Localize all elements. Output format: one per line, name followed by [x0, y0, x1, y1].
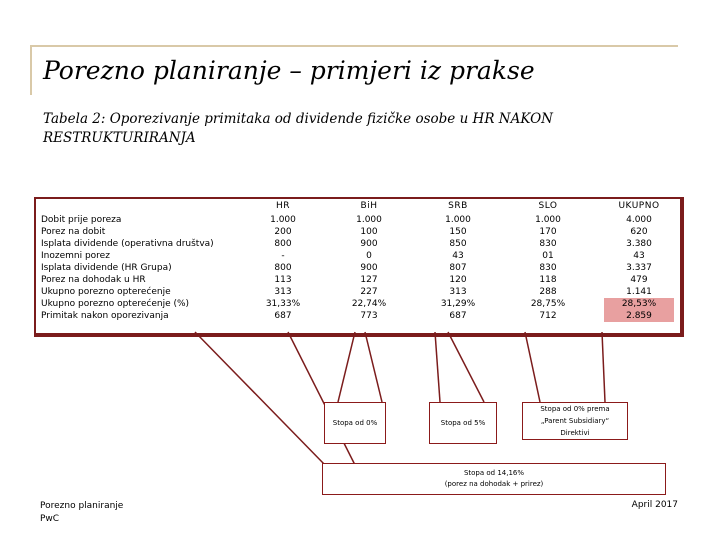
cell: 830 — [539, 239, 557, 249]
cell: 22,74% — [351, 299, 387, 309]
cell: 479 — [630, 275, 648, 285]
row-label: Ukupno porezno opterećenje (%) — [41, 299, 190, 309]
callout-srb — [429, 402, 497, 444]
cell: 830 — [539, 263, 557, 273]
column-header: SRB — [448, 201, 468, 211]
callout-hr-line2: (porez na dohodak + prirez) — [444, 480, 544, 488]
connector-srb-left — [435, 332, 440, 402]
cell: 43 — [452, 251, 464, 261]
connector-slo-right — [602, 332, 605, 402]
cell: 1.000 — [356, 215, 382, 225]
cell: 4.000 — [626, 215, 652, 225]
cell: 800 — [274, 263, 292, 273]
cell: 1.141 — [626, 287, 652, 297]
cell: 01 — [542, 251, 554, 261]
row-label: Porez na dohodak u HR — [41, 275, 146, 285]
cell: 28,75% — [530, 299, 566, 309]
cell: 687 — [274, 311, 292, 321]
connector-hr-right — [288, 332, 355, 465]
cell: 313 — [274, 287, 292, 297]
cell: 0 — [366, 251, 372, 261]
cell: 1.000 — [535, 215, 561, 225]
cell: 850 — [449, 239, 467, 249]
connector-srb-right — [448, 332, 484, 402]
connector-bih-right — [365, 332, 382, 402]
cell: - — [281, 251, 285, 261]
footer-company: PwC — [40, 514, 60, 524]
callout-srb-text: Stopa od 5% — [440, 419, 486, 427]
cell: 773 — [360, 311, 378, 321]
connector-slo-left — [525, 332, 540, 402]
row-label: Isplata dividende (operativna društva) — [41, 239, 214, 249]
column-header: UKUPNO — [618, 201, 660, 211]
column-header: HR — [275, 201, 291, 211]
row-label: Inozemni porez — [41, 251, 110, 261]
footer-topic: Porezno planiranje — [40, 501, 124, 511]
column-header: SLO — [538, 201, 558, 211]
cell: 900 — [360, 239, 378, 249]
cell: 3.380 — [626, 239, 652, 249]
callout-slo — [522, 402, 628, 440]
cell: 150 — [449, 227, 467, 237]
cell: 127 — [360, 275, 378, 285]
column-header: BiH — [360, 201, 378, 211]
cell: 1.000 — [445, 215, 471, 225]
cell: 120 — [449, 275, 467, 285]
row-label: Isplata dividende (HR Grupa) — [41, 263, 172, 273]
row-label: Porez na dobit — [41, 227, 106, 237]
slide-title: Porezno planiranje – primjeri iz prakse — [43, 56, 535, 85]
row-label: Primitak nakon oporezivanja — [41, 311, 169, 321]
connector-bih-left — [338, 332, 355, 402]
cell: 620 — [630, 227, 648, 237]
cell: 31,33% — [265, 299, 301, 309]
cell: 100 — [360, 227, 378, 237]
cell: 900 — [360, 263, 378, 273]
callout-hr-line1: Stopa od 14,16% — [463, 469, 525, 477]
cell-highlighted: 28,53% — [604, 298, 674, 310]
cell: 170 — [539, 227, 557, 237]
cell: 800 — [274, 239, 292, 249]
connector-hr-left — [195, 332, 325, 465]
footer-date: April 2017 — [631, 500, 678, 510]
cell: 3.337 — [626, 263, 652, 273]
cell: 200 — [274, 227, 292, 237]
table-caption: Tabela 2: Oporezivanje primitaka od dividende fizičke osobe u HR NAKON RESTRUKTURIRANJA — [43, 111, 553, 146]
cell: 687 — [449, 311, 467, 321]
cell: 288 — [539, 287, 557, 297]
cell: 807 — [449, 263, 467, 273]
cell: 1.000 — [270, 215, 296, 225]
callout-bih-text: Stopa od 0% — [332, 419, 378, 427]
callout-bih — [324, 402, 386, 444]
row-label: Ukupno porezno opterećenje — [41, 287, 171, 297]
cell: 113 — [274, 275, 292, 285]
cell-highlighted: 2.859 — [604, 310, 674, 322]
cell: 227 — [360, 287, 378, 297]
cell: 313 — [449, 287, 467, 297]
callout-slo-text: Stopa od 0% prema „Parent Subsidiary“ Direktivi — [540, 405, 610, 437]
cell: 43 — [633, 251, 645, 261]
callout-hr — [322, 463, 666, 495]
cell: 31,29% — [440, 299, 476, 309]
row-label: Dobit prije poreza — [41, 215, 122, 225]
cell: 712 — [539, 311, 557, 321]
cell: 118 — [539, 275, 557, 285]
footer-left — [40, 500, 123, 526]
